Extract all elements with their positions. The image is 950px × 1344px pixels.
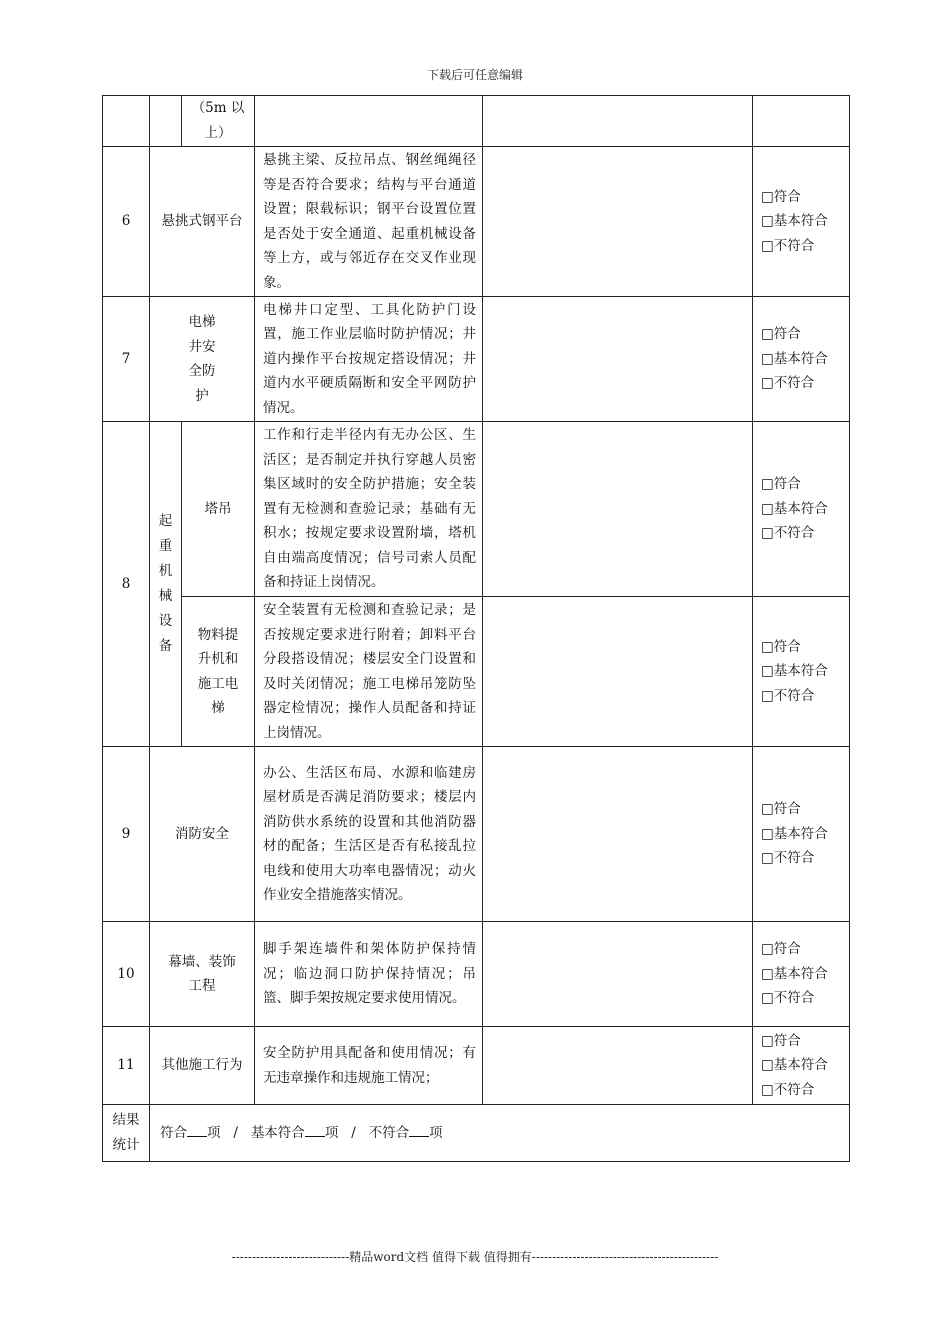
page-header: 下载后可任意编辑 — [426, 68, 523, 82]
requirement-cell: 悬挑主梁、反拉吊点、钢丝绳绳径等是否符合要求；结构与平台通道设置；限载标识；钢平台设置位置是否处于安全通道、起重机械设备等上方，或与邻近存在交叉作业现象。 — [255, 147, 483, 297]
sub-item-cell — [182, 597, 255, 747]
requirement-cell: 工作和行走半径内有无办公区、生活区；是否制定并执行穿越人员密集区域时的安全防护措施；安全装置有无检测和查验记录；基础有无积水；按规定要求设置附墙，塔机自由端高度情况；信号司索人员配备和持证上岗情况。 — [255, 422, 483, 597]
summary-cell — [150, 1105, 850, 1162]
record-cell[interactable] — [483, 147, 753, 297]
requirement-cell: 办公、生活区布局、水源和临建房屋材质是否满足消防要求；楼层内消防供水系统的设置和其他消防器材的配备；生活区是否有私接乱拉电线和使用大功率电器情况；动火作业安全措施落实情况。 — [255, 747, 483, 922]
table-row — [103, 1027, 850, 1105]
result-options — [753, 422, 850, 597]
table-row — [103, 147, 850, 297]
table-row — [103, 922, 850, 1027]
item-cell: 悬挑式钢平台 — [150, 147, 255, 297]
requirement-cell: 安全装置有无检测和查验记录；是否按规定要求进行附着；卸料平台分段搭设情况；楼层安全门设置和及时关闭情况；施工电梯吊笼防坠器定检情况；操作人员配备和持证上岗情况。 — [255, 597, 483, 747]
number-cell: 11 — [103, 1027, 150, 1105]
table-row — [103, 297, 850, 422]
record-cell[interactable] — [483, 922, 753, 1027]
summary-conform-blank[interactable] — [187, 1124, 207, 1137]
item-label: 起重机械设备 — [158, 513, 173, 654]
sub-item-cell — [182, 96, 255, 147]
summary-conform-label: 符合 — [160, 1124, 187, 1141]
option-conform[interactable]: □符合 — [761, 941, 801, 958]
item-cell: 其他施工行为 — [150, 1027, 255, 1105]
option-conform[interactable]: □符合 — [761, 1032, 801, 1049]
record-cell[interactable] — [483, 1027, 753, 1105]
requirement-cell: 脚手架连墙件和架体防护保持情况；临边洞口防护保持情况；吊篮、脚手架按规定要求使用情况。 — [255, 922, 483, 1027]
option-conform[interactable]: □符合 — [761, 638, 801, 655]
page-footer: -----------------------------精品word文档 值得下载 值得拥有---------------------------------------------- — [231, 1250, 719, 1264]
table-row — [103, 747, 850, 922]
inspection-table — [102, 95, 850, 1162]
record-cell[interactable] — [483, 422, 753, 597]
option-conform[interactable]: □符合 — [761, 801, 801, 818]
requirement-cell: 电梯井口定型、工具化防护门设置，施工作业层临时防护情况；井道内操作平台按规定搭设情况；井道内水平硬质隔断和安全平网防护情况。 — [255, 297, 483, 422]
sub-item-label: （5m 以上） — [191, 100, 245, 141]
option-nonconform[interactable]: □不符合 — [761, 525, 815, 542]
option-conform[interactable]: □符合 — [761, 476, 801, 493]
item-label: 幕墙、装饰工程 — [168, 953, 236, 994]
sub-item-cell: 塔吊 — [182, 422, 255, 597]
summary-label: 结果统计 — [112, 1112, 140, 1153]
option-nonconform[interactable]: □不符合 — [761, 375, 815, 392]
table-row-continued — [103, 96, 850, 147]
result-options — [753, 922, 850, 1027]
table-row — [103, 597, 850, 747]
option-nonconform[interactable]: □不符合 — [761, 850, 815, 867]
result-options — [753, 297, 850, 422]
option-conform[interactable]: □符合 — [761, 326, 801, 343]
option-basic-conform[interactable]: □基本符合 — [761, 500, 828, 517]
summary-basic-blank[interactable] — [305, 1124, 325, 1137]
item-cell — [150, 96, 182, 147]
item-cell — [150, 297, 255, 422]
record-cell — [483, 96, 753, 147]
summary-separator: / — [233, 1124, 238, 1141]
record-cell[interactable] — [483, 597, 753, 747]
summary-unit: 项 — [429, 1124, 443, 1141]
number-cell: 7 — [103, 297, 150, 422]
summary-unit: 项 — [324, 1124, 339, 1141]
option-nonconform[interactable]: □不符合 — [761, 990, 815, 1007]
number-cell: 8 — [103, 422, 150, 747]
option-basic-conform[interactable]: □基本符合 — [761, 350, 828, 367]
result-options — [753, 147, 850, 297]
summary-nonconform-blank[interactable] — [409, 1124, 429, 1137]
number-cell — [103, 96, 150, 147]
summary-nonconform-label: 不符合 — [368, 1124, 410, 1141]
result-cell — [753, 96, 850, 147]
summary-row — [103, 1105, 850, 1162]
option-basic-conform[interactable]: □基本符合 — [761, 213, 828, 230]
option-nonconform[interactable]: □不符合 — [761, 687, 815, 704]
item-label: 电梯井安全防护 — [188, 314, 216, 404]
item-cell: 消防安全 — [150, 747, 255, 922]
summary-label-cell — [103, 1105, 150, 1162]
item-cell — [150, 922, 255, 1027]
number-cell: 6 — [103, 147, 150, 297]
option-basic-conform[interactable]: □基本符合 — [761, 825, 828, 842]
option-basic-conform[interactable]: □基本符合 — [761, 663, 828, 680]
table-row — [103, 422, 850, 597]
result-options — [753, 747, 850, 922]
record-cell[interactable] — [483, 747, 753, 922]
option-conform[interactable]: □符合 — [761, 188, 801, 205]
requirement-cell — [255, 96, 483, 147]
number-cell: 9 — [103, 747, 150, 922]
number-cell: 10 — [103, 922, 150, 1027]
item-cell — [150, 422, 182, 747]
option-nonconform[interactable]: □不符合 — [761, 1081, 815, 1098]
record-cell[interactable] — [483, 297, 753, 422]
requirement-cell: 安全防护用具配备和使用情况；有无违章操作和违规施工情况； — [255, 1027, 483, 1105]
option-basic-conform[interactable]: □基本符合 — [761, 1057, 828, 1074]
option-nonconform[interactable]: □不符合 — [761, 237, 815, 254]
sub-item-label: 物料提升机和施工电梯 — [197, 626, 239, 716]
result-options — [753, 1027, 850, 1105]
result-options — [753, 597, 850, 747]
summary-basic-label: 基本符合 — [250, 1124, 305, 1141]
summary-separator: / — [351, 1124, 356, 1141]
option-basic-conform[interactable]: □基本符合 — [761, 965, 828, 982]
summary-unit: 项 — [207, 1124, 221, 1141]
